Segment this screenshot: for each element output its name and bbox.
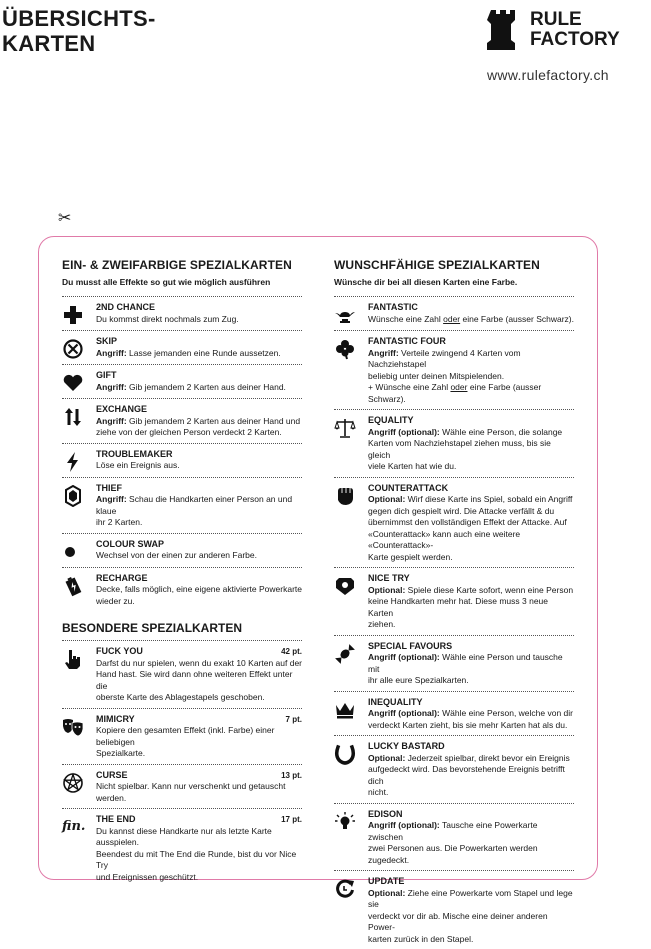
section-title-right: WUNSCHFÄHIGE SPEZIALKARTEN <box>334 258 540 272</box>
card-label: Angriff: <box>368 347 399 358</box>
card-text: Tausche eine Powerkarte zwischen <box>368 820 538 842</box>
card-text: übernimmst den vollständigen Effekt der Attacke. Auf <box>368 517 567 527</box>
card-name: SKIP <box>96 336 118 346</box>
card-points: 7 pt. <box>285 714 302 724</box>
card-label: Angriff: <box>96 415 127 426</box>
card-text: gegen dich gespielt wird. Die Attacke verfällt & du <box>368 505 555 516</box>
card-name: RECHARGE <box>96 572 148 583</box>
card-fantastic <box>334 297 574 330</box>
card-edison <box>334 804 574 871</box>
card-skip <box>62 331 302 364</box>
card-colour-swap <box>62 534 302 567</box>
card-update <box>334 871 574 949</box>
dot-icon <box>62 541 84 563</box>
card-text: Wähle eine Person, die solange <box>439 426 563 437</box>
title-line-2: KARTEN <box>2 31 96 56</box>
card-text: Wähle eine Person und tausche mit <box>368 652 563 674</box>
card-points: 42 pt. <box>281 647 302 656</box>
card-name: THE END <box>96 814 136 824</box>
brand-name <box>530 10 620 50</box>
section-title-left: EIN- & ZWEIFARBIGE SPEZIALKARTEN <box>62 258 292 272</box>
card-text: verdeckt vor dir ab. Mische eine deiner anderen Power- <box>368 910 548 932</box>
card-curse <box>62 765 302 809</box>
rook-icon <box>487 8 519 50</box>
card-name: FANTASTIC <box>368 302 418 312</box>
card-text: Wirf diese Karte ins Spiel, sobald ein Angriff <box>405 494 573 504</box>
card-name: NICE TRY <box>368 573 410 583</box>
card-name: MIMICRY <box>96 713 135 724</box>
title-line-1: ÜBERSICHTS- <box>2 6 156 31</box>
card-text: Gib jemandem 2 Karten aus deiner Hand. <box>126 381 286 392</box>
card-special-favours <box>334 636 574 691</box>
card-text: ihr alle eure Spezialkarten. <box>368 675 469 685</box>
left-column <box>62 258 302 887</box>
plus-icon <box>62 304 84 326</box>
gem-icon <box>62 485 84 507</box>
card-name: TROUBLEMAKER <box>96 448 173 459</box>
badge-icon <box>334 575 356 597</box>
card-the-end <box>62 809 302 887</box>
card-text: Wechsel von der einen zur anderen Farbe. <box>96 550 257 560</box>
crown-icon <box>334 699 356 721</box>
brand-line-2: FACTORY <box>530 29 620 50</box>
card-recharge <box>62 568 302 612</box>
lightning-icon <box>62 451 84 473</box>
card-name: COUNTERATTACK <box>368 482 449 493</box>
masks-icon <box>62 716 84 738</box>
card-text: Lasse jemanden eine Runde aussetzen. <box>126 347 281 358</box>
card-text: Kopiere den gesamten Effekt (inkl. Farbe) einer beliebigen <box>96 725 275 747</box>
card-text: Spiele diese Karte sofort, wenn eine Person <box>405 584 574 595</box>
card-points: 17 pt. <box>281 815 302 824</box>
card-text: Gib jemandem 2 Karten aus deiner Hand und <box>126 415 301 426</box>
heart-icon <box>62 372 84 394</box>
card-name: EXCHANGE <box>96 404 148 414</box>
card-equality <box>334 410 574 477</box>
card-text: karten zurück in den Stapel. <box>368 933 474 944</box>
card-nice-try <box>334 568 574 635</box>
section-title-special: BESONDERE SPEZIALKARTEN <box>62 621 243 635</box>
card-name: SPECIAL FAVOURS <box>368 640 453 651</box>
card-text: und Ereignissen geschützt. <box>96 871 199 882</box>
card-text-underlined: oder <box>450 382 468 392</box>
card-text: eine Farbe (ausser Schwarz). <box>460 313 574 324</box>
refresh-icon <box>334 878 356 900</box>
card-gift <box>62 365 302 398</box>
card-counterattack <box>334 478 574 568</box>
card-text: aufgedeckt wird. Das bevorstehende Ereignis betrifft dich <box>368 764 565 786</box>
pentagram-icon <box>62 772 84 794</box>
card-text: eine Farbe (ausser Schwarz). <box>368 382 542 404</box>
card-name: COLOUR SWAP <box>96 538 165 549</box>
card-text: Hand hast. Sie wird dann ohne weiteren Effekt unter die <box>96 669 293 691</box>
card-text: Jederzeit spielbar, direkt bevor ein Ereignis <box>405 752 570 763</box>
card-text: Schau die Handkarten einer Person an und klaue <box>96 494 293 516</box>
card-text: ziehe von der gleichen Person verdeckt 2 Karten. <box>96 427 282 437</box>
section-subtitle-left: Du musst alle Effekte so gut wie möglich ausführen <box>62 277 271 287</box>
page-title <box>2 6 156 56</box>
card-2nd-chance <box>62 297 302 330</box>
card-fantastic-four <box>334 331 574 409</box>
brand-line-1: RULE <box>530 9 582 30</box>
card-inequality <box>334 692 574 736</box>
fin-icon-text: fin. <box>62 819 86 834</box>
card-text: Karten vom Nachziehstapel ziehen muss, bis sie gleich <box>368 438 551 460</box>
fist-icon <box>334 485 356 507</box>
card-name: GIFT <box>96 370 117 380</box>
card-thief <box>62 478 302 533</box>
lightbulb-icon <box>334 811 356 833</box>
card-text: Darfst du nur spielen, wenn du exakt 10 Karten auf der <box>96 657 303 668</box>
card-points: 13 pt. <box>281 770 302 780</box>
card-text: Spezialkarte. <box>96 748 146 758</box>
card-name: FUCK YOU <box>96 646 143 656</box>
card-label: Angriff (optional): <box>368 708 440 718</box>
card-text: «Counterattack» kann auch eine weitere «Counterattack»- <box>368 528 521 550</box>
card-text: Beendest du mit The End die Runde, bist du vor Nice Try <box>96 848 297 870</box>
hand-icon <box>62 648 84 670</box>
card-name: CURSE <box>96 769 128 780</box>
card-text: keine Handkarten mehr hat. Diese muss 3 neue Karten <box>368 596 549 618</box>
card-mimicry <box>62 709 302 764</box>
website-url[interactable]: www.rulefactory.ch <box>487 67 609 83</box>
card-text: Ziehe eine Powerkarte vom Stapel und lege sie <box>368 887 573 909</box>
card-text: Wünsche eine Zahl <box>368 313 444 324</box>
card-text: nicht. <box>368 787 389 797</box>
battery-icon <box>62 575 84 597</box>
card-text: Löse ein Ereignis aus. <box>96 460 180 470</box>
card-label: Angriff: <box>96 494 127 504</box>
skip-icon <box>62 338 84 360</box>
card-text: Du kommst direkt nochmals zum Zug. <box>96 313 239 324</box>
card-label: Angriff (optional): <box>368 652 440 662</box>
section-subtitle-right: Wünsche dir bei all diesen Karten eine Farbe. <box>334 277 518 287</box>
card-name: EDISON <box>368 808 403 819</box>
card-name: FANTASTIC FOUR <box>368 336 446 346</box>
clover-icon <box>334 338 356 360</box>
card-text: Decke, falls möglich, eine eigene aktivierte Powerkarte <box>96 584 302 594</box>
card-name: 2ND CHANCE <box>96 302 156 312</box>
card-label: Angriff: <box>96 381 127 392</box>
card-text: Wähle eine Person, welche von dir <box>439 708 574 718</box>
card-text: ihr 2 Karten. <box>96 517 143 527</box>
scissors-icon: ✂ <box>58 210 72 227</box>
card-label: Angriff (optional): <box>368 426 440 437</box>
card-text: verdeckt Karten zieht, bis sie mehr Karten hat als du. <box>368 719 568 730</box>
right-column <box>334 258 574 949</box>
card-text: beliebig unter deinen Mitspielenden. <box>368 370 505 381</box>
card-label: Optional: <box>368 494 406 504</box>
card-text-underlined: oder <box>443 313 461 324</box>
card-label: Optional: <box>368 584 406 595</box>
card-text: viele Karten hat wie du. <box>368 461 457 471</box>
card-fuck-you <box>62 641 302 708</box>
card-name: UPDATE <box>368 876 405 886</box>
card-troublemaker <box>62 444 302 477</box>
card-text: Verteile zwingend 4 Karten vom Nachziehstapel <box>368 347 521 369</box>
card-name: EQUALITY <box>368 415 414 425</box>
card-text: oberste Karte des Ablagestapels geschoben. <box>96 692 265 702</box>
card-label: Angriff (optional): <box>368 820 440 830</box>
candy-icon <box>334 643 356 665</box>
card-text: + Wünsche eine Zahl <box>368 382 451 392</box>
card-name: LUCKY BASTARD <box>368 741 445 751</box>
card-text: ziehen. <box>368 619 396 629</box>
card-name: INEQUALITY <box>368 696 423 707</box>
brand-logo <box>487 8 651 54</box>
exchange-arrows-icon <box>62 406 84 428</box>
card-text: Nicht spielbar. Kann nur verschenkt und getauscht werden. <box>96 781 286 803</box>
card-label: Angriff: <box>96 347 127 358</box>
genie-lamp-icon <box>334 304 356 326</box>
card-label: Optional: <box>368 752 406 763</box>
scales-icon <box>334 417 356 439</box>
card-name: THIEF <box>96 482 122 493</box>
horseshoe-icon <box>334 743 356 765</box>
card-text: Karte gespielt werden. <box>368 551 453 562</box>
card-lucky-bastard <box>334 736 574 803</box>
card-text: wieder zu. <box>96 595 135 606</box>
card-label: Optional: <box>368 887 406 898</box>
card-text: zwei Personen aus. Die Powerkarten werden zugedeckt. <box>368 843 538 865</box>
fin-icon <box>62 816 84 838</box>
card-text: Du kannst diese Handkarte nur als letzte Karte ausspielen. <box>96 825 272 847</box>
card-exchange <box>62 399 302 443</box>
